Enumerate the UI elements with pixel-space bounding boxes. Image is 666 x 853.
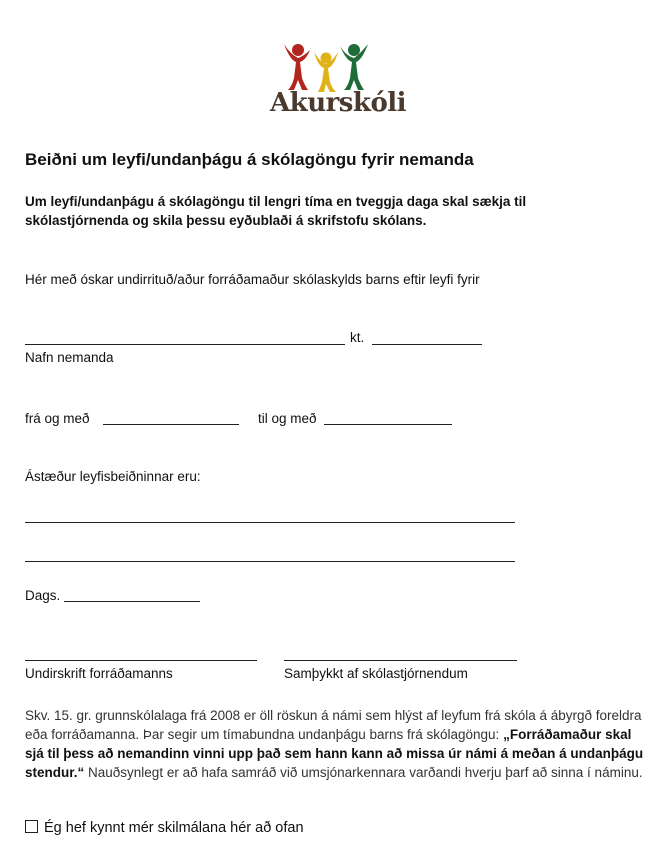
reasons-field-line-1[interactable] <box>25 522 515 523</box>
logo-figures-icon <box>270 38 394 92</box>
reasons-field-line-2[interactable] <box>25 561 515 562</box>
school-logo <box>270 38 407 122</box>
legal-note-part2: Nauðsynlegt er að hafa samráð við umsjónarkennara varðandi hverju þarf að sinna í náminu. <box>84 765 643 780</box>
date-field[interactable] <box>64 601 200 602</box>
legal-note-quote: „Forráðamaður skal sjá til þess að nemandinn vinni upp það sem hann kann að missa úr námi á meðan á undanþágu stendur.“ <box>25 727 644 780</box>
form-title: Beiðni um leyfi/undanþágu á skólagöngu fyrir nemanda <box>25 150 474 169</box>
reasons-label: Ástæður leyfisbeiðninnar eru: <box>25 469 201 484</box>
request-text: Hér með óskar undirrituð/aður forráðamaður skólaskylds barns eftir leyfi fyrir <box>25 272 480 287</box>
student-name-label: Nafn nemanda <box>25 350 114 365</box>
form-intro: Um leyfi/undanþágu á skólagöngu til lengri tíma en tveggja daga skal sækja til skólastjórnenda og skila þessu eyðublaði á skrifstofu skólans. <box>25 194 527 228</box>
principal-approval-label: Samþykkt af skólastjórnendum <box>284 666 468 681</box>
kt-label: kt. <box>350 330 365 345</box>
acknowledge-label: Ég hef kynnt mér skilmálana hér að ofan <box>44 820 304 836</box>
date-label: Dags. <box>25 588 61 603</box>
acknowledge-checkbox[interactable] <box>25 820 38 833</box>
guardian-signature-field[interactable] <box>25 660 257 661</box>
legal-note-part1: Skv. 15. gr. grunnskólalaga frá 2008 er öll röskun á námi sem hlýst af leyfum frá skóla á ábyrgð foreldra eða forráðamanna. Þar segir um tímabundna undanþágu barns frá skólagöngu: <box>25 708 642 742</box>
student-name-field[interactable] <box>25 344 345 345</box>
to-label: til og með <box>258 411 317 426</box>
from-label: frá og með <box>25 411 90 426</box>
kt-field[interactable] <box>372 344 482 345</box>
to-date-field[interactable] <box>324 424 452 425</box>
logo-wordmark: Akurskóli <box>270 88 407 118</box>
principal-approval-field[interactable] <box>284 660 517 661</box>
guardian-signature-label: Undirskrift forráðamanns <box>25 666 173 681</box>
acknowledge-row[interactable] <box>25 820 304 836</box>
from-date-field[interactable] <box>103 424 239 425</box>
legal-note <box>25 706 645 782</box>
